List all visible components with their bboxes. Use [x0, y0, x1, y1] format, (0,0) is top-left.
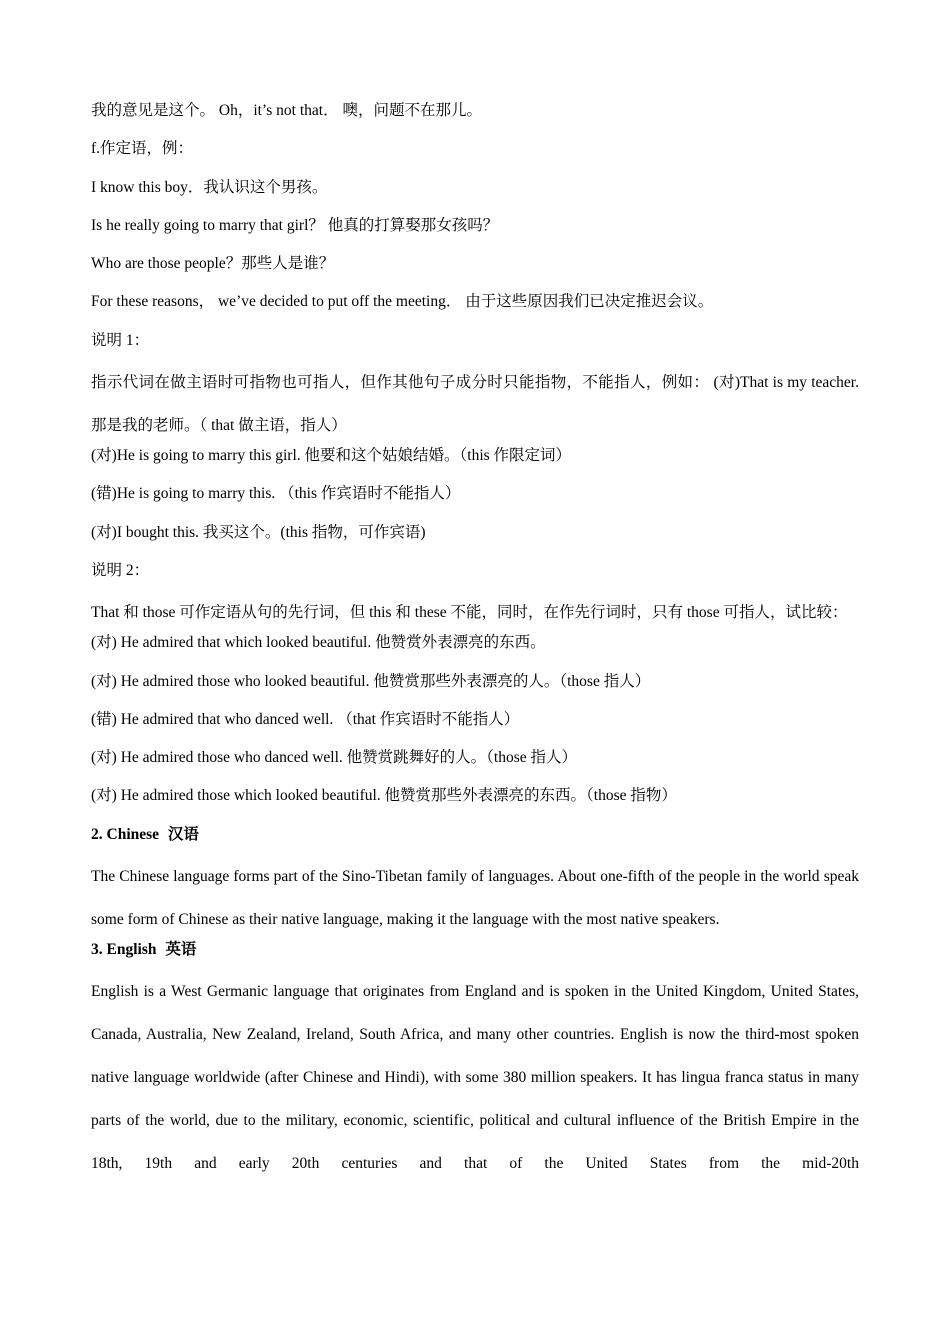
example-line: (对) He admired those which looked beautiful. 他赞赏那些外表漂亮的东西。（those 指物）: [91, 787, 677, 805]
document-page: [91, 99, 859, 1181]
section-3-body: English is a West Germanic language that originates from England and is spoken in the United Kingdom, United States, Canada, Australia, New Zealand, Ireland, South Africa, and many other countries. English is now the third-most spoken native language worldwide (after Chinese and Hindi), with some 380 million speakers. It has lingua franca status in many parts of the world, due to the military, economic, scientific, political and cultural influence of the British Empire in the 18th, 19th and early 20th centuries and that of the United States from the mid-20th: [91, 983, 859, 1173]
note-2-label: 说明 2：: [91, 561, 150, 579]
text-line: 我的意见是这个。 Oh，it’s not that． 噢，问题不在那儿。: [91, 102, 482, 119]
section-2-heading-zh: 汉语: [167, 825, 199, 843]
example-line: (对)I bought this. 我买这个。(this 指物，可作宾语): [91, 523, 426, 541]
section-2-body: The Chinese language forms part of the Sino-Tibetan family of languages. About one-fifth of the people in the world speak some form of Chinese as their native language, making it the language with the most native speakers.: [91, 868, 859, 929]
section-3-heading-zh: 英语: [165, 941, 197, 959]
note-2-paragraph: That 和 those 可作定语从句的先行词，但 this 和 these 不能，同时，在作先行词时，只有 those 可指人，试比较：: [91, 604, 848, 622]
section-3-heading-en: 3. English: [91, 941, 157, 959]
text-line: Who are those people？那些人是谁？: [91, 255, 335, 273]
example-line: (对)He is going to marry this girl. 他要和这个姑娘结婚。（this 作限定词）: [91, 447, 572, 465]
example-line: (错) He admired that who danced well. （that 作宾语时不能指人）: [91, 710, 520, 728]
text-line: I know this boy．我认识这个男孩。: [91, 178, 328, 196]
note-1-label: 说明 1：: [91, 331, 150, 349]
example-line: (对) He admired that which looked beautiful. 他赞赏外表漂亮的东西。: [91, 634, 546, 652]
example-line: (错)He is going to marry this. （this 作宾语时不能指人）: [91, 485, 461, 503]
text-line: For these reasons， we’ve decided to put off the meeting． 由于这些原因我们已决定推迟会议。: [91, 293, 714, 311]
text-line: Is he really going to marry that girl？ 他真的打算娶那女孩吗？: [91, 216, 499, 234]
text-line: f.作定语，例：: [91, 140, 194, 158]
example-line: (对) He admired those who looked beautiful. 他赞赏那些外表漂亮的人。（those 指人）: [91, 672, 651, 690]
section-2-heading-en: 2. Chinese: [91, 825, 160, 843]
note-1-paragraph: 指示代词在做主语时可指物也可指人，但作其他句子成分时只能指物，不能指人，例如： (对)That is my teacher. 那是我的老师。（ that 做主语，指人）: [91, 374, 859, 435]
example-line: (对) He admired those who danced well. 他赞赏跳舞好的人。（those 指人）: [91, 749, 578, 767]
